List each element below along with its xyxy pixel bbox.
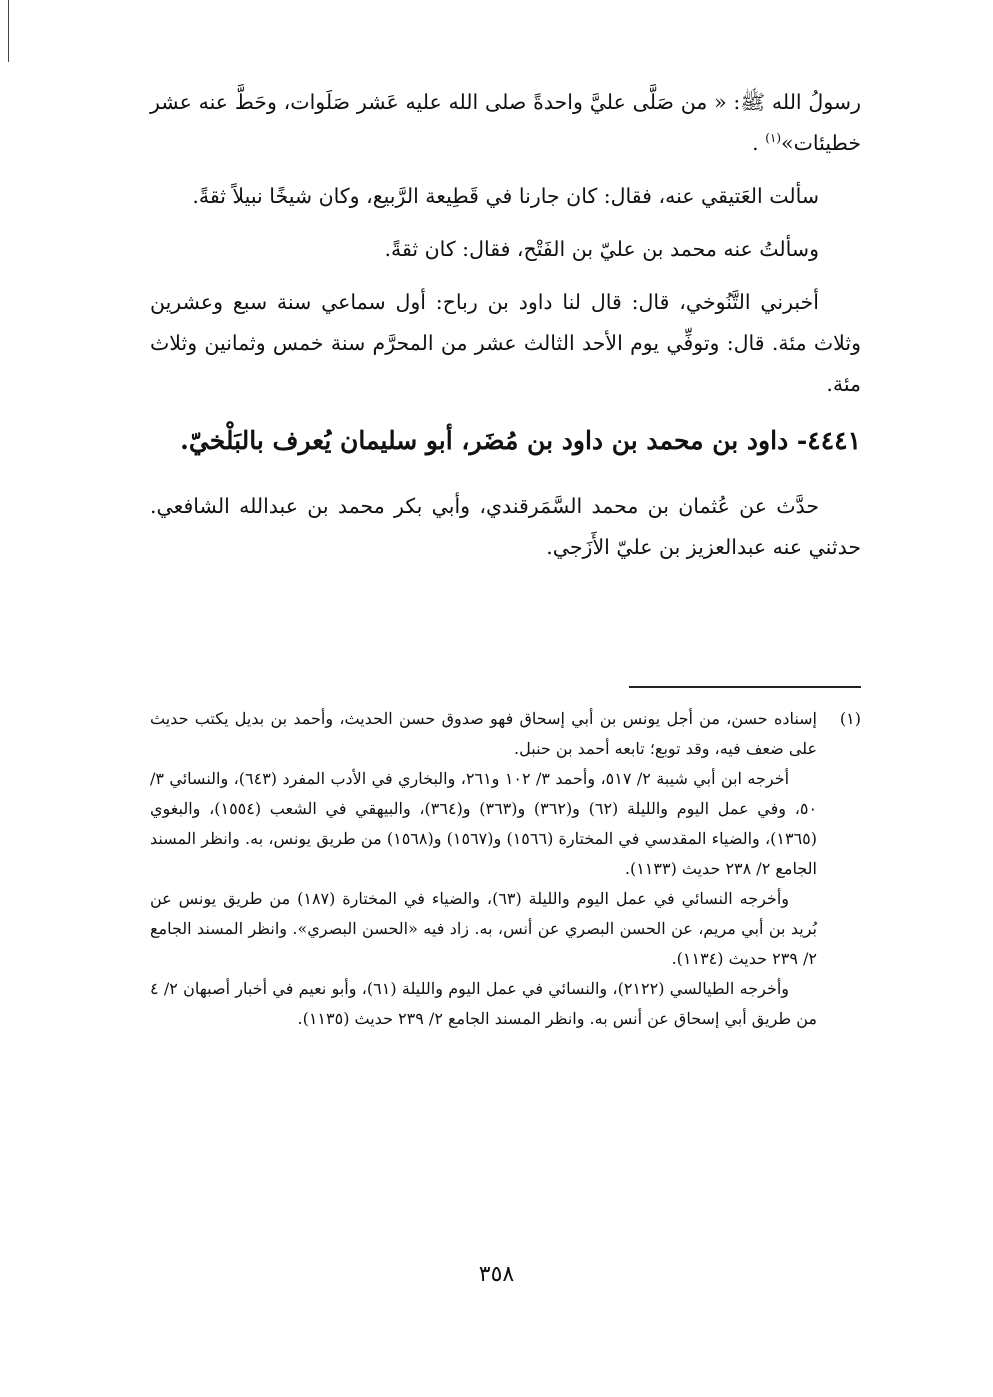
- paragraph-tanukhi: أخبرني التَّنُوخي، قال: قال لنا داود بن رباح: أول سماعي سنة سبع وعشرين وثلاث مئة. قال: وتوفِّي يوم الأحد الثالث عشر من المحرَّم سنة خمس وثمانين وثلاث مئة.: [150, 290, 861, 396]
- paragraph-hadith: [150, 82, 861, 164]
- paragraph-ibn-alfath: وسألتُ عنه محمد بن عليّ بن الفَتْح، فقال: كان ثقةً.: [384, 237, 819, 261]
- hadith-end: .: [752, 131, 766, 155]
- footnote-number: (١): [839, 709, 861, 728]
- entry-heading: ٤٤٤١- داود بن محمد بن داود بن مُضَر، أبو سليمان يُعرف بالبَلْخيّ.: [180, 426, 861, 455]
- hadith-text: رسولُ الله ﷺ: « من صَلَّى عليَّ واحدةً صلى الله عليه عَشر صَلَوات، وحَطَّ عنه عشر خطيئات»: [150, 90, 861, 155]
- page-number: ٣٥٨: [478, 1262, 515, 1287]
- scan-edge-line: [8, 0, 9, 62]
- footnote-paragraph: إسناده حسن، من أجل يونس بن أبي إسحاق فهو صدوق حسن الحديث، وأحمد بن بديل يكتب حديث على ضعف فيه، وقد توبع؛ تابعه أحمد بن حنبل.: [150, 709, 817, 758]
- footnote-1: [150, 704, 861, 1034]
- paragraph-atiqi: سألت العَتيقي عنه، فقال: كان جارنا في قَطِيعة الرَّبيع، وكان شيخًا نبيلاً ثقةً.: [192, 184, 819, 208]
- footnote-paragraph: وأخرجه الطيالسي (٢١٢٢)، والنسائي في عمل اليوم والليلة (٦١)، وأبو نعيم في أخبار أصبهان ٢/ ٤ من طريق أبي إسحاق عن أنس به. وانظر المسند الجامع ٢/ ٢٣٩ حديث (١١٣٥).: [150, 979, 817, 1028]
- paragraph-haddatha: حدَّث عن عُثمان بن محمد السَّمَرقندي، وأبي بكر محمد بن عبدالله الشافعي. حدثني عنه عبدالعزيز بن عليّ الأَزَجي.: [150, 494, 861, 559]
- footnote-body: [150, 704, 817, 1034]
- footnote-separator: [629, 686, 861, 688]
- footnote-paragraph: وأخرجه النسائي في عمل اليوم والليلة (٦٣)، والضياء في المختارة (١٨٧) من طريق يونس عن بُريد بن أبي مريم، عن الحسن البصري عن أنس، به. زاد فيه «الحسن البصري». وانظر المسند الجامع ٢/ ٢٣٩ حديث (١١٣٤).: [150, 889, 817, 968]
- footnotes: [150, 704, 861, 1034]
- footnote-paragraph: أخرجه ابن أبي شيبة ٢/ ٥١٧، وأحمد ٣/ ١٠٢ و٢٦١، والبخاري في الأدب المفرد (٦٤٣)، والنسائي ٣/ ٥٠، وفي عمل اليوم والليلة (٦٢) و(٣٦٢) و(٣٦٣) و(٣٦٤)، والبيهقي في الشعب (١٥٥٤)، والبغوي (١٣٦٥)، والضياء المقدسي في المختارة (١٥٦٦) و(١٥٦٧) و(١٥٦٨) من طريق يونس، به. وانظر المسند الجامع ٢/ ٢٣٨ حديث (١١٣٣).: [150, 769, 818, 878]
- main-text: [150, 82, 861, 580]
- footnote-ref: (١): [765, 131, 782, 146]
